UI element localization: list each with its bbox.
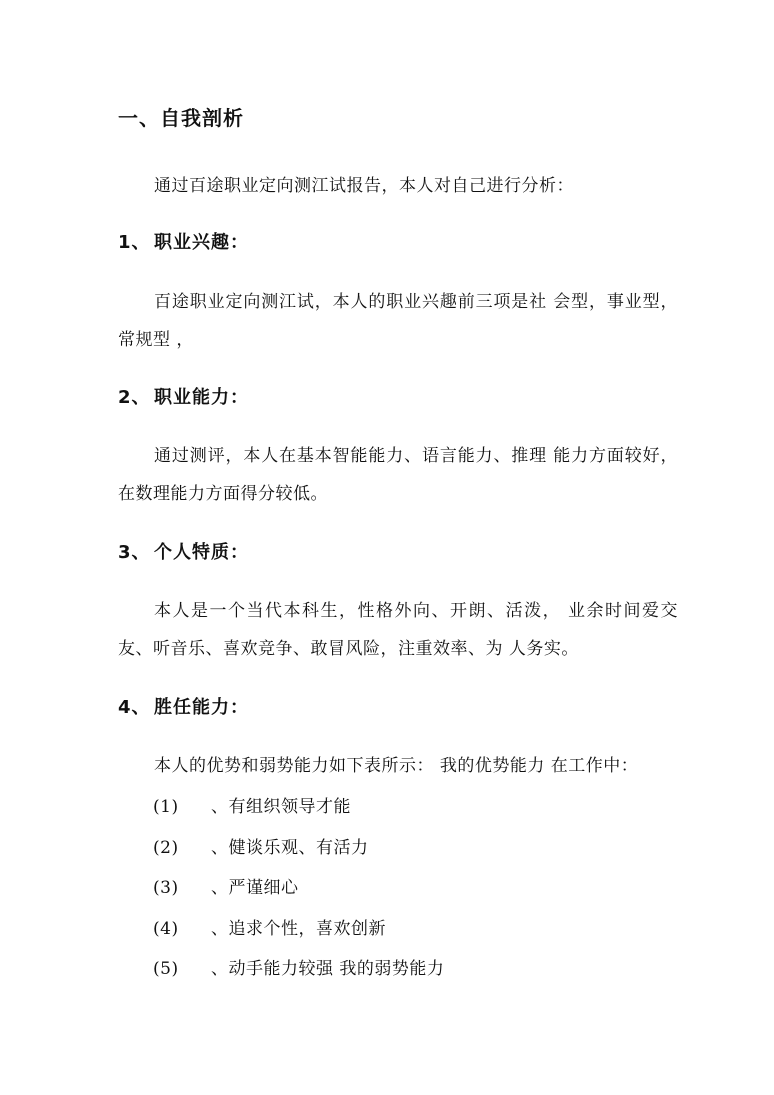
list-text: 、严谨细心 [211, 878, 299, 898]
list-text: 、健谈乐观、有活力 [211, 838, 369, 858]
heading-personal-traits [118, 541, 678, 565]
list-item [153, 836, 369, 860]
heading-text: 职业兴趣： [154, 232, 249, 253]
list-marker: (2) [153, 838, 179, 858]
list-marker: (5) [153, 959, 179, 979]
heading-career-ability [118, 386, 678, 410]
paragraph-personal-traits: 本人是一个当代本科生，性格外向、开朗、活泼， 业余时间爱交友、听音乐、喜欢竞争、敢冒风险，注重效率、为 人务实。 [118, 601, 678, 659]
heading-number: 4、 [118, 697, 151, 718]
paragraph-competence: 本人的优势和弱势能力如下表所示： 我的优势能力 在工作中： [154, 756, 639, 776]
heading-text: 职业能力： [154, 387, 249, 408]
list-item [153, 876, 299, 900]
list-marker: (3) [153, 878, 179, 898]
list-item [153, 917, 386, 941]
list-marker: (4) [153, 919, 179, 939]
paragraph-career-ability: 通过测评，本人在基本智能能力、语言能力、推理 能力方面较好，在数理能力方面得分较低。 [118, 446, 678, 504]
paragraph-career-interest: 百途职业定向测江试，本人的职业兴趣前三项是社 会型，事业型，常规型 ， [118, 292, 678, 350]
list-marker: (1) [153, 797, 179, 817]
section-title: 一、自我剖析 [118, 106, 244, 130]
heading-text: 个人特质： [154, 542, 249, 563]
heading-number: 2、 [118, 387, 151, 408]
heading-number: 1、 [118, 232, 151, 253]
list-text: 、动手能力较强 我的弱势能力 [211, 959, 445, 979]
section-intro: 通过百途职业定向测江试报告，本人对自己进行分析： [154, 176, 574, 196]
list-item [153, 795, 351, 819]
list-text: 、有组织领导才能 [211, 797, 351, 817]
heading-competence [118, 696, 678, 720]
list-text: 、追求个性，喜欢创新 [211, 919, 386, 939]
heading-number: 3、 [118, 542, 151, 563]
list-item [153, 957, 444, 981]
heading-text: 胜任能力： [154, 697, 249, 718]
heading-career-interest [118, 231, 678, 255]
